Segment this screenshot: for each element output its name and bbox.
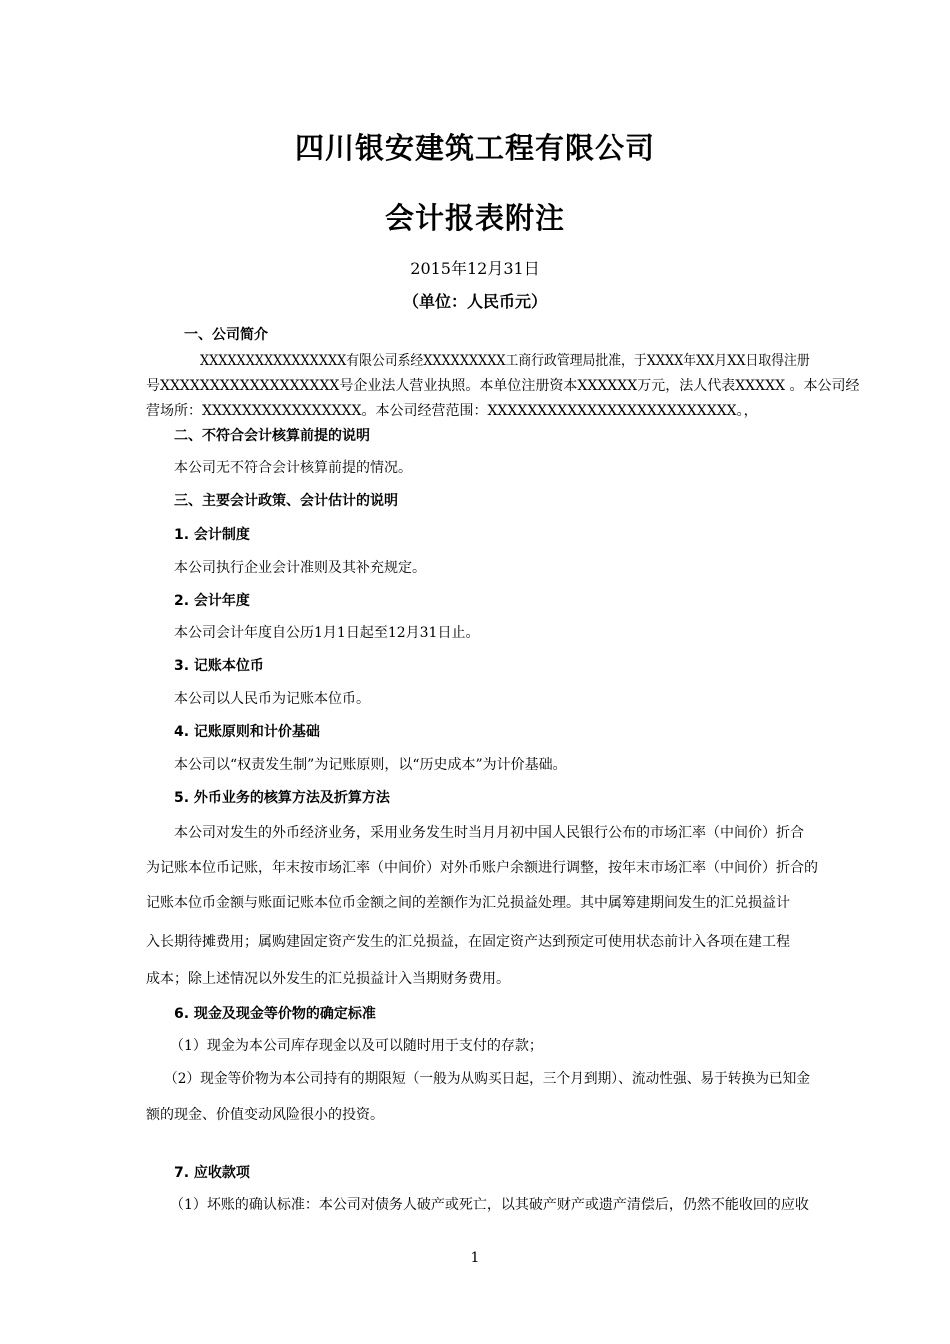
- paragraph-line: 本公司无不符合会计核算前提的情况。: [174, 460, 412, 476]
- paragraph-line: 本公司对发生的外币经济业务，采用业务发生时当月月初中国人民银行公布的市场汇率（中间价）折合: [174, 825, 804, 841]
- company-title: 四川银安建筑工程有限公司: [294, 131, 655, 165]
- item-heading-cash-equivalents: 6. 现金及现金等价物的确定标准: [174, 1006, 376, 1022]
- section-heading-policies: 三、主要会计政策、会计估计的说明: [174, 493, 398, 509]
- item-heading-functional-currency: 3. 记账本位币: [174, 658, 264, 674]
- paragraph-line: 本公司会计年度自公历1月1日起至12月31日止。: [174, 625, 480, 641]
- paragraph-line: （1）现金为本公司库存现金以及可以随时用于支付的存款；: [170, 1038, 543, 1054]
- section-heading-company-intro: 一、公司简介: [184, 327, 268, 343]
- paragraph-line: 记账本位币金额与账面记账本位币金额之间的差额作为汇兑损益处理。其中属筹建期间发生的汇兑损益计: [146, 895, 790, 911]
- report-date: 2015年12月31日: [410, 259, 540, 278]
- paragraph-line: 入长期待摊费用；属购建固定资产发生的汇兑损益，在固定资产达到预定可使用状态前计入各项在建工程: [146, 934, 790, 950]
- report-title: 会计报表附注: [384, 201, 565, 235]
- section-heading-premises: 二、不符合会计核算前提的说明: [174, 428, 370, 444]
- item-heading-accounting-system: 1. 会计制度: [174, 527, 250, 543]
- paragraph-line: 号XXXXXXXXXXXXXXXXXX号企业法人营业执照。本单位注册资本XXXXXX万元，法人代表XXXXX 。本公司经: [146, 378, 860, 394]
- item-heading-foreign-currency: 5. 外币业务的核算方法及折算方法: [174, 790, 390, 806]
- currency-unit: （单位：人民币元）: [402, 292, 547, 311]
- paragraph-line: 本公司以“权责发生制”为记账原则，以“历史成本”为计价基础。: [174, 757, 567, 773]
- paragraph-line: 为记账本位币记账，年末按市场汇率（中间价）对外币账户余额进行调整，按年末市场汇率（中间价）折合的: [146, 860, 818, 876]
- item-heading-accounting-basis: 4. 记账原则和计价基础: [174, 724, 320, 740]
- paragraph-line: 额的现金、价值变动风险很小的投资。: [146, 1107, 384, 1123]
- item-heading-receivables: 7. 应收款项: [174, 1165, 250, 1181]
- paragraph-line: XXXXXXXXXXXXXXXX有限公司系经XXXXXXXXX工商行政管理局批准，于XXXX年XX月XX日取得注册: [200, 353, 810, 369]
- paragraph-line: 成本；除上述情况以外发生的汇兑损益计入当期财务费用。: [146, 971, 510, 987]
- paragraph-line: （2）现金等价物为本公司持有的期限短（一般为从购买日起，三个月到期）、流动性强、易于转换为已知金: [164, 1071, 811, 1087]
- paragraph-line: 本公司执行企业会计准则及其补充规定。: [174, 560, 426, 576]
- page-number: 1: [470, 1250, 480, 1266]
- paragraph-line: （1）坏账的确认标准：本公司对债务人破产或死亡，以其破产财产或遗产清偿后，仍然不能收回的应收: [170, 1197, 809, 1213]
- item-heading-fiscal-year: 2. 会计年度: [174, 593, 250, 609]
- paragraph-line: 本公司以人民币为记账本位币。: [174, 691, 370, 707]
- paragraph-line: 营场所：XXXXXXXXXXXXXXXX。本公司经营范围：XXXXXXXXXXXXXXXXXXXXXXXXX。，: [146, 403, 758, 419]
